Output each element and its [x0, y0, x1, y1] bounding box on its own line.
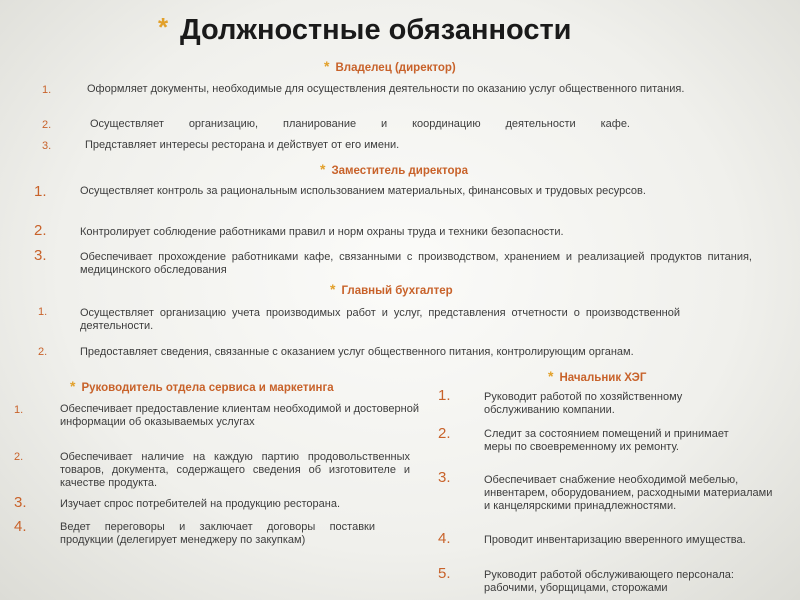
section-heading-housekeeping: * Начальник ХЭГ — [548, 368, 647, 384]
list-item: Изучает спрос потребителей на продукцию ресторана. — [60, 498, 341, 510]
list-number: 2. — [38, 346, 48, 358]
list-item: Проводит инвентаризацию вверенного имущества. — [484, 534, 746, 546]
list-number: 1. — [42, 84, 52, 96]
section-heading-accountant: * Главный бухгалтер — [330, 281, 453, 297]
section-star-icon: * — [330, 281, 336, 297]
list-item: Обеспечивает наличие на каждую партию продовольственных товаров, документа, содержащего сведения об изготовителе и качестве продукта. — [60, 451, 410, 489]
list-number: 2. — [34, 222, 47, 239]
section-heading-deputy: * Заместитель директора — [320, 161, 468, 177]
list-item: Представляет интересы ресторана и действует от его имени. — [85, 139, 400, 151]
list-item: Руководит работой по хозяйственному обслуживанию компании. — [484, 391, 683, 416]
list-number: 4. — [14, 518, 27, 535]
list-item: Осуществляет организацию учета производимых работ и услуг, представления отчетности о производственной деятельности. — [80, 307, 680, 332]
list-number: 5. — [438, 565, 451, 582]
section-star-icon: * — [70, 378, 76, 394]
list-item: Следит за состоянием помещений и принимает меры по своевременному их ремонту. — [484, 428, 729, 453]
list-item: Обеспечивает снабжение необходимой мебелью, инвентарем, оборудованием, расходными материалами и канцелярскими принадлежностями. — [484, 474, 773, 512]
list-item: Руководит работой обслуживающего персонала: рабочими, уборщицами, сторожами — [484, 569, 734, 594]
list-number: 2. — [14, 451, 24, 463]
section-star-icon: * — [320, 161, 326, 177]
list-number: 4. — [438, 530, 451, 547]
list-number: 3. — [438, 469, 451, 486]
list-number: 3. — [34, 247, 47, 264]
section-heading-owner: * Владелец (директор) — [324, 58, 456, 74]
list-item: Ведет переговоры и заключает договоры поставки продукции (делегирует менеджеру по закупкам) — [60, 521, 375, 546]
list-number: 1. — [34, 183, 47, 200]
list-number: 1. — [438, 387, 451, 404]
page-title: Должностные обязанности — [180, 14, 572, 46]
list-item: Обеспечивает предоставление клиентам необходимой и достоверной информации об оказываемых услугах — [60, 403, 420, 428]
list-item: Оформляет документы, необходимые для осуществления деятельности по оказанию услуг общественного питания. — [87, 83, 685, 95]
title-star-icon: * — [158, 12, 169, 42]
list-item: Осуществляет контроль за рациональным использованием материальных, финансовых и трудовых ресурсов. — [80, 185, 646, 197]
list-item: Контролирует соблюдение работниками правил и норм охраны труда и техники безопасности. — [80, 226, 564, 238]
list-number: 1. — [14, 404, 24, 416]
section-heading-service: * Руководитель отдела сервиса и маркетинга — [70, 378, 334, 394]
list-item: Обеспечивает прохождение работниками кафе, связанными с производством, хранением и реализацией продуктов питания, медицинского обследования — [80, 251, 752, 276]
list-number: 3. — [14, 494, 27, 511]
list-number: 2. — [438, 425, 451, 442]
list-number: 1. — [38, 306, 48, 318]
section-star-icon: * — [324, 58, 330, 74]
list-item: Осуществляет организацию, планирование и координацию деятельности кафе. — [90, 118, 630, 130]
list-number: 3. — [42, 140, 52, 152]
section-star-icon: * — [548, 368, 554, 384]
list-number: 2. — [42, 119, 52, 131]
list-item: Предоставляет сведения, связанные с оказанием услуг общественного питания, контролирующим органам. — [80, 346, 634, 358]
